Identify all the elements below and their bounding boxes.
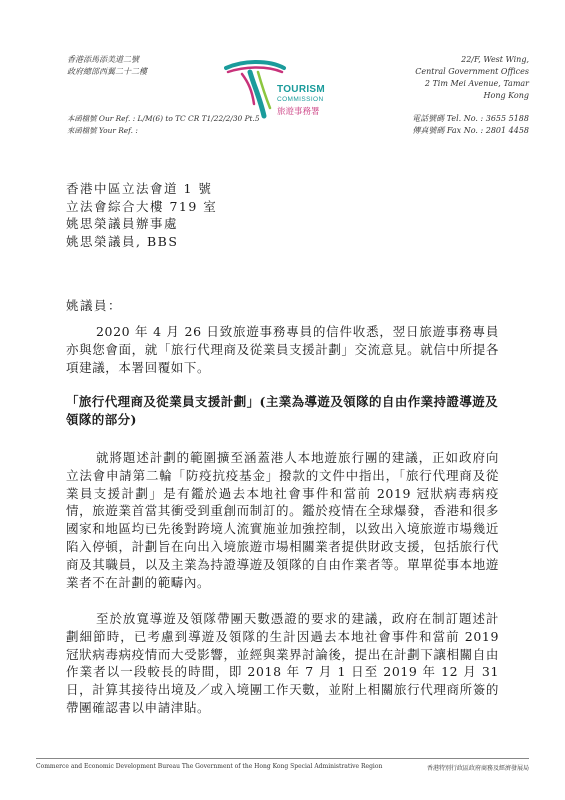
address-line: Central Government Offices [415,67,529,76]
fax-number: 傳真號碼 Fax No. : 2801 4458 [412,126,529,135]
address-line: Hong Kong [483,91,529,100]
salutation: 姚議員： [66,298,123,313]
body-paragraph-2: 就將題述計劃的範圍擴至涵蓋港人本地遊旅行團的建議，正如政府向立法會申請第二輪「防疫抗疫基金」撥款的文件中指出，「旅行代理商及從業員支援計劃」是有鑑於過去本地社會事件和當前 2019 冠狀病毒病疫情，旅遊業首當其衝受到重創而制訂的。鑑於疫情在全球爆發，香港和很多國家和地區均已先後對跨境人流實施並加強控制，以致出入境旅遊市場幾近陷入停頓，計劃旨在向出入境旅遊市場相關業者提供財政支援，包括旅行代商及其職員，以及主業為持證導遊及領隊的自由作業者等。單單從事本地遊業者不在計劃的範疇內。 [66,450,499,590]
your-ref: 來函檔號 Your Ref. : [67,126,138,135]
office-address-english [415,54,529,102]
recipient-line: 姚思榮議員, BBS [66,233,179,249]
address-line: 22/F, West Wing, [461,55,529,64]
footer [36,763,529,772]
section-heading: 「旅行代理商及從業員支援計劃」(主業為導遊及領隊的自由作業持證導遊及領隊的部分) [66,394,499,427]
logo-text-tourism: TOURISM [277,84,326,95]
recipient-address [66,180,217,250]
contact-numbers [412,113,529,137]
recipient-line: 香港中區立法會道 1 號 [66,181,213,196]
address-line: 香港添馬添美道二號 [67,55,139,64]
address-line: 政府總部西翼二十二樓 [67,67,147,76]
our-ref: 本函檔號 Our Ref. : L/M(6) to TC CR T1/22/2/30 Pt.5 [67,114,260,123]
footer-chinese: 香港特別行政區政府商務及經濟發展局 [426,765,529,772]
office-address-chinese [67,54,147,78]
logo-text-chinese: 旅遊事務署 [277,107,320,117]
logo-text-commission: COMMISSION [277,96,324,103]
body-paragraph-3: 至於放寬導遊及領隊帶團天數憑證的要求的建議，政府在制訂題述計劃細節時，已考慮到導遊及領隊的生計因過去本地社會事件和當前 2019 冠狀病毒病疫情而大受影響，並經與業界討論後，提出在計劃下讓相關自由作業者以一段較長的時間，即 2018 年 7 月 1 日至 2019 年 12 月 31 日，計算其接待出境及／或入境團工作天數，並附上相關旅行代理商所簽的帶團確認書以申請津貼。 [66,611,499,715]
footer-english: Commerce and Economic Development Bureau The Government of the Hong Kong Special Administrative Region [36,763,383,770]
recipient-line: 姚思榮議員辦事處 [66,216,179,231]
footer-divider [36,758,529,759]
reference-numbers [67,113,260,137]
body-paragraph-1: 2020 年 4 月 26 日致旅遊事務專員的信件收悉，翌日旅遊事務專員亦與您會面，就「旅行代理商及從業員支援計劃」交流意見。就信中所提各項建議，本署回覆如下。 [66,324,499,375]
recipient-line: 立法會綜合大樓 719 室 [66,198,218,214]
telephone-number: 電話號碼 Tel. No. : 3655 5188 [412,114,529,123]
address-line: 2 Tim Mei Avenue, Tamar [424,79,529,88]
